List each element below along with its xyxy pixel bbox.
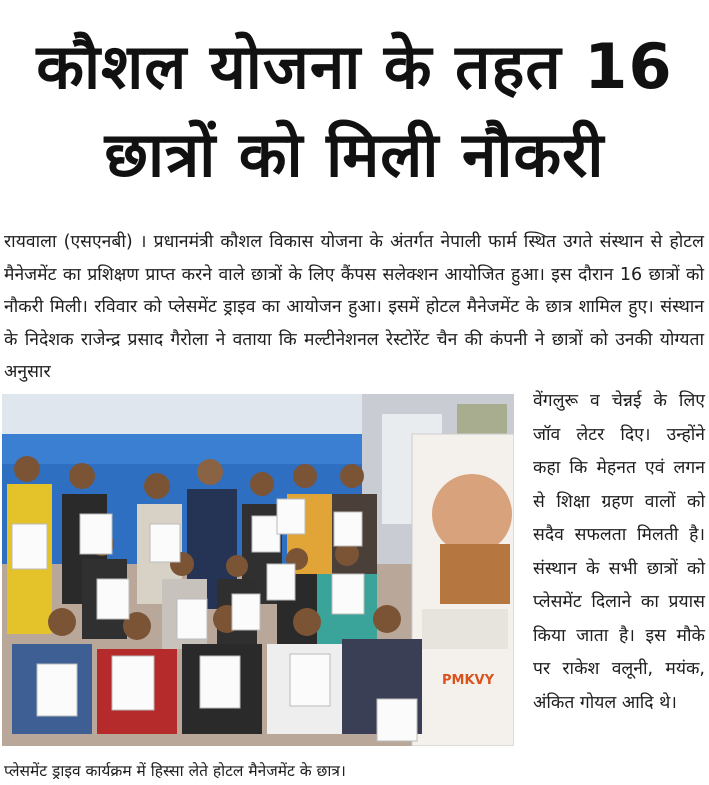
article-body xyxy=(4,226,704,389)
group-photo-illustration xyxy=(2,394,514,746)
group-photo xyxy=(2,394,514,746)
banner-logo-text: PMKVY xyxy=(442,673,495,688)
article-side-column xyxy=(533,385,705,720)
headline-line-1: कौशल योजना के तहत 16 xyxy=(36,30,673,103)
photo-caption: प्लेसमेंट ड्राइव कार्यक्रम में हिस्सा लेते होटल मैनेजमेंट के छात्र। xyxy=(4,762,346,780)
headline-line-2: छात्रों को मिली नौकरी xyxy=(104,118,605,191)
article-paragraph-side: वेंगलुरू व चेन्नई के लिए जॉव लेटर दिए। उन्होंने कहा कि मेहनत एवं लगन से शिक्षा ग्रहण वालों को सदैव सफलता मिलती है। संस्थान के सभी छात्रों को प्लेसमेंट दिलाने का प्रयास किया जाता है। इस मौके पर राकेश वलूनी, मयंक, अंकित गोयल आदि थे। xyxy=(533,391,705,713)
article-paragraph-main: रायवाला (एसएनबी) । प्रधानमंत्री कौशल विकास योजना के अंतर्गत नेपाली फार्म स्थित उगते संस्थान से होटल मैनेजमेंट का प्रशिक्षण प्राप्त करने वाले छात्रों के लिए कैंपस सलेक्शन आयोजित हुआ। इस दौरान 16 छात्रों को नौकरी मिली। रविवार को प्लेसमेंट ड्राइव का आयोजन हुआ। इसमें होटल मैनेजमेंट के छात्र शामिल हुए। संस्थान के निदेशक राजेन्द्र प्रसाद गैरोला ने वताया कि मल्टीनेशनल रेस्टोरेंट चैन की कंपनी ने छात्रों को उनकी योग्यता अनुसार xyxy=(4,232,704,382)
